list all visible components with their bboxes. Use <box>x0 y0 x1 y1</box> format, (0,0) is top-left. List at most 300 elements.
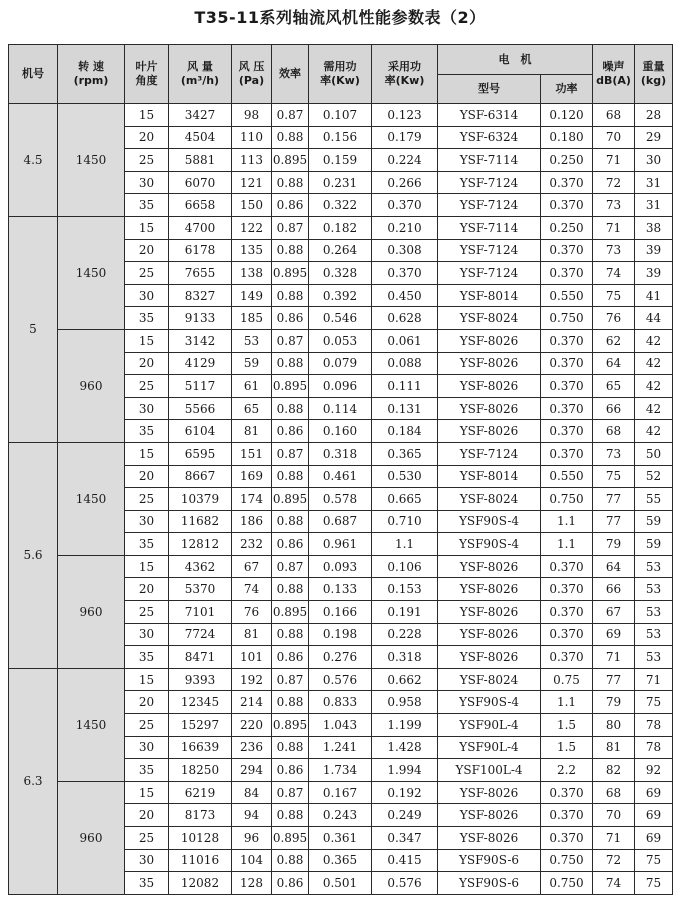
motor-power-cell: 0.370 <box>541 352 593 375</box>
weight-cell: 69 <box>635 804 673 827</box>
motor-model-cell: YSF-8014 <box>438 284 541 307</box>
motor-model-cell: YSF-7124 <box>438 262 541 285</box>
required-power-cell: 0.318 <box>309 442 372 465</box>
header-air-flow <box>169 45 232 104</box>
blade-angle-cell: 25 <box>125 488 169 511</box>
efficiency-cell: 0.86 <box>272 646 309 669</box>
blade-angle-cell: 15 <box>125 329 169 352</box>
motor-power-cell: 0.370 <box>541 420 593 443</box>
used-power-cell: 0.061 <box>372 329 438 352</box>
required-power-cell: 0.361 <box>309 827 372 850</box>
air-flow-cell: 12082 <box>169 872 232 895</box>
header-motor-power: 功率 <box>541 75 593 104</box>
noise-cell: 79 <box>593 691 635 714</box>
noise-cell: 71 <box>593 646 635 669</box>
used-power-cell: 0.576 <box>372 872 438 895</box>
speed-cell: 960 <box>58 781 125 894</box>
efficiency-cell: 0.88 <box>272 397 309 420</box>
machine-no-cell: 5.6 <box>9 442 58 668</box>
air-flow-cell: 18250 <box>169 759 232 782</box>
pressure-cell: 185 <box>232 307 272 330</box>
weight-cell: 31 <box>635 171 673 194</box>
air-flow-cell: 7655 <box>169 262 232 285</box>
used-power-cell: 0.530 <box>372 465 438 488</box>
required-power-cell: 0.833 <box>309 691 372 714</box>
weight-cell: 69 <box>635 827 673 850</box>
used-power-cell: 0.224 <box>372 149 438 172</box>
motor-power-cell: 0.250 <box>541 216 593 239</box>
motor-model-cell: YSF-7114 <box>438 149 541 172</box>
air-flow-cell: 12345 <box>169 691 232 714</box>
motor-model-cell: YSF-6324 <box>438 126 541 149</box>
motor-model-cell: YSF-7124 <box>438 239 541 262</box>
motor-power-cell: 1.5 <box>541 714 593 737</box>
used-power-cell: 0.191 <box>372 601 438 624</box>
efficiency-cell: 0.895 <box>272 827 309 850</box>
blade-angle-cell: 15 <box>125 442 169 465</box>
motor-model-cell: YSF90S-6 <box>438 872 541 895</box>
noise-cell: 70 <box>593 804 635 827</box>
efficiency-cell: 0.87 <box>272 329 309 352</box>
used-power-cell: 0.192 <box>372 781 438 804</box>
motor-model-cell: YSF100L-4 <box>438 759 541 782</box>
efficiency-cell: 0.88 <box>272 284 309 307</box>
used-power-cell: 1.994 <box>372 759 438 782</box>
weight-cell: 39 <box>635 262 673 285</box>
required-power-cell: 0.167 <box>309 781 372 804</box>
weight-cell: 39 <box>635 239 673 262</box>
air-flow-cell: 8667 <box>169 465 232 488</box>
required-power-cell: 1.734 <box>309 759 372 782</box>
blade-angle-cell: 20 <box>125 352 169 375</box>
header-flow-line2: (m³/h) <box>180 74 220 87</box>
motor-model-cell: YSF90L-4 <box>438 736 541 759</box>
blade-angle-cell: 35 <box>125 420 169 443</box>
motor-power-cell: 0.370 <box>541 804 593 827</box>
noise-cell: 73 <box>593 442 635 465</box>
motor-power-cell: 1.5 <box>541 736 593 759</box>
efficiency-cell: 0.88 <box>272 623 309 646</box>
weight-cell: 42 <box>635 420 673 443</box>
pressure-cell: 236 <box>232 736 272 759</box>
pressure-cell: 232 <box>232 533 272 556</box>
used-power-cell: 0.088 <box>372 352 438 375</box>
motor-model-cell: YSF90S-6 <box>438 849 541 872</box>
motor-power-cell: 0.370 <box>541 262 593 285</box>
efficiency-cell: 0.88 <box>272 736 309 759</box>
table-row <box>9 555 673 578</box>
pressure-cell: 94 <box>232 804 272 827</box>
motor-model-cell: YSF-8024 <box>438 488 541 511</box>
header-req-power-line2: 率(Kw) <box>320 74 360 87</box>
required-power-cell: 0.243 <box>309 804 372 827</box>
motor-power-cell: 1.1 <box>541 533 593 556</box>
blade-angle-cell: 20 <box>125 126 169 149</box>
motor-power-cell: 0.750 <box>541 488 593 511</box>
motor-power-cell: 1.1 <box>541 691 593 714</box>
air-flow-cell: 7101 <box>169 601 232 624</box>
table-row <box>9 781 673 804</box>
header-noise-line2: dB(A) <box>596 74 631 87</box>
motor-model-cell: YSF-7124 <box>438 171 541 194</box>
pressure-cell: 59 <box>232 352 272 375</box>
pressure-cell: 104 <box>232 849 272 872</box>
pressure-cell: 220 <box>232 714 272 737</box>
motor-model-cell: YSF90L-4 <box>438 714 541 737</box>
motor-model-cell: YSF-8026 <box>438 827 541 850</box>
blade-angle-cell: 30 <box>125 849 169 872</box>
air-flow-cell: 3427 <box>169 104 232 127</box>
machine-no-cell: 5 <box>9 216 58 442</box>
pressure-cell: 81 <box>232 623 272 646</box>
blade-angle-cell: 30 <box>125 623 169 646</box>
efficiency-cell: 0.87 <box>272 555 309 578</box>
blade-angle-cell: 20 <box>125 691 169 714</box>
page-title: T35-11系列轴流风机性能参数表（2） <box>194 8 486 27</box>
blade-angle-cell: 20 <box>125 804 169 827</box>
noise-cell: 82 <box>593 759 635 782</box>
blade-angle-cell: 25 <box>125 262 169 285</box>
pressure-cell: 121 <box>232 171 272 194</box>
air-flow-cell: 6219 <box>169 781 232 804</box>
weight-cell: 53 <box>635 601 673 624</box>
pressure-cell: 84 <box>232 781 272 804</box>
air-flow-cell: 5370 <box>169 578 232 601</box>
required-power-cell: 0.107 <box>309 104 372 127</box>
efficiency-cell: 0.87 <box>272 216 309 239</box>
air-flow-cell: 15297 <box>169 714 232 737</box>
noise-cell: 77 <box>593 510 635 533</box>
noise-cell: 79 <box>593 533 635 556</box>
used-power-cell: 0.665 <box>372 488 438 511</box>
required-power-cell: 0.159 <box>309 149 372 172</box>
weight-cell: 53 <box>635 623 673 646</box>
table-row <box>9 104 673 127</box>
pressure-cell: 61 <box>232 375 272 398</box>
pressure-cell: 67 <box>232 555 272 578</box>
noise-cell: 71 <box>593 149 635 172</box>
motor-model-cell: YSF-8026 <box>438 397 541 420</box>
required-power-cell: 0.578 <box>309 488 372 511</box>
motor-model-cell: YSF-8026 <box>438 375 541 398</box>
weight-cell: 59 <box>635 510 673 533</box>
motor-power-cell: 2.2 <box>541 759 593 782</box>
motor-model-cell: YSF-8026 <box>438 578 541 601</box>
noise-cell: 77 <box>593 488 635 511</box>
weight-cell: 75 <box>635 691 673 714</box>
pressure-cell: 53 <box>232 329 272 352</box>
efficiency-cell: 0.88 <box>272 691 309 714</box>
blade-angle-cell: 30 <box>125 397 169 420</box>
noise-cell: 75 <box>593 465 635 488</box>
efficiency-cell: 0.895 <box>272 488 309 511</box>
table-row <box>9 329 673 352</box>
used-power-cell: 0.662 <box>372 668 438 691</box>
motor-model-cell: YSF-8026 <box>438 646 541 669</box>
header-motor-model: 型号 <box>438 75 541 104</box>
required-power-cell: 0.328 <box>309 262 372 285</box>
machine-no-cell: 6.3 <box>9 668 58 894</box>
pressure-cell: 96 <box>232 827 272 850</box>
motor-power-cell: 0.250 <box>541 149 593 172</box>
efficiency-cell: 0.86 <box>272 759 309 782</box>
header-motor: 电 机 <box>438 45 593 75</box>
noise-cell: 64 <box>593 352 635 375</box>
pressure-cell: 294 <box>232 759 272 782</box>
weight-cell: 29 <box>635 126 673 149</box>
header-blade-line2: 角度 <box>135 74 158 87</box>
efficiency-cell: 0.88 <box>272 126 309 149</box>
required-power-cell: 0.276 <box>309 646 372 669</box>
efficiency-cell: 0.895 <box>272 149 309 172</box>
header-blade-angle <box>125 45 169 104</box>
noise-cell: 67 <box>593 601 635 624</box>
air-flow-cell: 12812 <box>169 533 232 556</box>
speed-cell: 1450 <box>58 442 125 555</box>
air-flow-cell: 10379 <box>169 488 232 511</box>
pressure-cell: 135 <box>232 239 272 262</box>
used-power-cell: 0.184 <box>372 420 438 443</box>
motor-model-cell: YSF90S-4 <box>438 691 541 714</box>
used-power-cell: 0.365 <box>372 442 438 465</box>
motor-model-cell: YSF-8026 <box>438 781 541 804</box>
motor-power-cell: 0.370 <box>541 375 593 398</box>
used-power-cell: 0.347 <box>372 827 438 850</box>
blade-angle-cell: 25 <box>125 601 169 624</box>
weight-cell: 30 <box>635 149 673 172</box>
noise-cell: 74 <box>593 872 635 895</box>
header-machine-no: 机号 <box>9 45 58 104</box>
noise-cell: 72 <box>593 849 635 872</box>
efficiency-cell: 0.87 <box>272 442 309 465</box>
blade-angle-cell: 35 <box>125 194 169 217</box>
weight-cell: 41 <box>635 284 673 307</box>
motor-power-cell: 0.370 <box>541 329 593 352</box>
air-flow-cell: 16639 <box>169 736 232 759</box>
air-flow-cell: 8173 <box>169 804 232 827</box>
motor-model-cell: YSF-8014 <box>438 465 541 488</box>
air-flow-cell: 11016 <box>169 849 232 872</box>
motor-model-cell: YSF-8026 <box>438 804 541 827</box>
blade-angle-cell: 15 <box>125 555 169 578</box>
efficiency-cell: 0.86 <box>272 307 309 330</box>
air-flow-cell: 11682 <box>169 510 232 533</box>
header-speed <box>58 45 125 104</box>
weight-cell: 42 <box>635 329 673 352</box>
blade-angle-cell: 30 <box>125 171 169 194</box>
header-speed-line2: (rpm) <box>73 74 109 87</box>
used-power-cell: 0.415 <box>372 849 438 872</box>
air-flow-cell: 5117 <box>169 375 232 398</box>
used-power-cell: 0.179 <box>372 126 438 149</box>
air-flow-cell: 6070 <box>169 171 232 194</box>
noise-cell: 72 <box>593 171 635 194</box>
required-power-cell: 0.461 <box>309 465 372 488</box>
used-power-cell: 0.266 <box>372 171 438 194</box>
blade-angle-cell: 25 <box>125 827 169 850</box>
air-flow-cell: 6658 <box>169 194 232 217</box>
air-flow-cell: 9393 <box>169 668 232 691</box>
blade-angle-cell: 15 <box>125 104 169 127</box>
efficiency-cell: 0.88 <box>272 849 309 872</box>
weight-cell: 53 <box>635 555 673 578</box>
header-pressure-line2: (Pa) <box>238 74 265 87</box>
noise-cell: 80 <box>593 714 635 737</box>
efficiency-cell: 0.88 <box>272 171 309 194</box>
required-power-cell: 0.231 <box>309 171 372 194</box>
blade-angle-cell: 35 <box>125 759 169 782</box>
air-flow-cell: 8471 <box>169 646 232 669</box>
blade-angle-cell: 20 <box>125 465 169 488</box>
motor-power-cell: 0.370 <box>541 194 593 217</box>
noise-cell: 71 <box>593 216 635 239</box>
required-power-cell: 0.114 <box>309 397 372 420</box>
motor-power-cell: 0.370 <box>541 781 593 804</box>
used-power-cell: 0.318 <box>372 646 438 669</box>
header-pressure <box>232 45 272 104</box>
motor-power-cell: 0.370 <box>541 397 593 420</box>
motor-power-cell: 0.370 <box>541 171 593 194</box>
required-power-cell: 0.392 <box>309 284 372 307</box>
required-power-cell: 0.961 <box>309 533 372 556</box>
motor-power-cell: 0.750 <box>541 849 593 872</box>
noise-cell: 73 <box>593 239 635 262</box>
required-power-cell: 0.546 <box>309 307 372 330</box>
required-power-cell: 0.365 <box>309 849 372 872</box>
pressure-cell: 128 <box>232 872 272 895</box>
pressure-cell: 186 <box>232 510 272 533</box>
used-power-cell: 0.111 <box>372 375 438 398</box>
weight-cell: 75 <box>635 872 673 895</box>
used-power-cell: 0.210 <box>372 216 438 239</box>
efficiency-cell: 0.86 <box>272 194 309 217</box>
table-row <box>9 216 673 239</box>
motor-power-cell: 0.120 <box>541 104 593 127</box>
weight-cell: 78 <box>635 736 673 759</box>
pressure-cell: 76 <box>232 601 272 624</box>
motor-model-cell: YSF-8026 <box>438 601 541 624</box>
motor-model-cell: YSF-8026 <box>438 420 541 443</box>
noise-cell: 73 <box>593 194 635 217</box>
pressure-cell: 113 <box>232 149 272 172</box>
blade-angle-cell: 35 <box>125 307 169 330</box>
header-used-power <box>372 45 438 104</box>
blade-angle-cell: 30 <box>125 510 169 533</box>
weight-cell: 78 <box>635 714 673 737</box>
air-flow-cell: 6104 <box>169 420 232 443</box>
motor-power-cell: 0.370 <box>541 442 593 465</box>
speed-cell: 960 <box>58 329 125 442</box>
pressure-cell: 192 <box>232 668 272 691</box>
blade-angle-cell: 20 <box>125 578 169 601</box>
required-power-cell: 0.264 <box>309 239 372 262</box>
pressure-cell: 174 <box>232 488 272 511</box>
noise-cell: 69 <box>593 623 635 646</box>
noise-cell: 65 <box>593 375 635 398</box>
noise-cell: 68 <box>593 420 635 443</box>
header-efficiency: 效率 <box>272 45 309 104</box>
header-flow-line1: 风 量 <box>187 60 213 73</box>
efficiency-cell: 0.88 <box>272 804 309 827</box>
header-used-power-line2: 率(Kw) <box>384 74 425 87</box>
efficiency-cell: 0.895 <box>272 714 309 737</box>
motor-model-cell: YSF-8026 <box>438 623 541 646</box>
header-pressure-line1: 风 压 <box>238 60 265 73</box>
used-power-cell: 0.123 <box>372 104 438 127</box>
efficiency-cell: 0.86 <box>272 533 309 556</box>
motor-model-cell: YSF-7124 <box>438 194 541 217</box>
required-power-cell: 0.156 <box>309 126 372 149</box>
weight-cell: 59 <box>635 533 673 556</box>
used-power-cell: 1.428 <box>372 736 438 759</box>
used-power-cell: 0.370 <box>372 262 438 285</box>
motor-power-cell: 0.370 <box>541 555 593 578</box>
motor-power-cell: 0.370 <box>541 827 593 850</box>
efficiency-cell: 0.88 <box>272 578 309 601</box>
motor-power-cell: 0.550 <box>541 465 593 488</box>
blade-angle-cell: 25 <box>125 714 169 737</box>
header-weight-line1: 重量 <box>642 60 665 73</box>
noise-cell: 81 <box>593 736 635 759</box>
weight-cell: 31 <box>635 194 673 217</box>
header-required-power <box>309 45 372 104</box>
motor-power-cell: 0.550 <box>541 284 593 307</box>
required-power-cell: 1.043 <box>309 714 372 737</box>
blade-angle-cell: 15 <box>125 216 169 239</box>
weight-cell: 50 <box>635 442 673 465</box>
pressure-cell: 98 <box>232 104 272 127</box>
motor-power-cell: 1.1 <box>541 510 593 533</box>
table-row <box>9 668 673 691</box>
air-flow-cell: 4504 <box>169 126 232 149</box>
weight-cell: 69 <box>635 781 673 804</box>
required-power-cell: 0.133 <box>309 578 372 601</box>
noise-cell: 66 <box>593 397 635 420</box>
required-power-cell: 1.241 <box>309 736 372 759</box>
used-power-cell: 0.308 <box>372 239 438 262</box>
noise-cell: 71 <box>593 827 635 850</box>
blade-angle-cell: 35 <box>125 533 169 556</box>
required-power-cell: 0.687 <box>309 510 372 533</box>
air-flow-cell: 9133 <box>169 307 232 330</box>
required-power-cell: 0.166 <box>309 601 372 624</box>
noise-cell: 74 <box>593 262 635 285</box>
header-blade-line1: 叶片 <box>135 60 158 73</box>
used-power-cell: 0.228 <box>372 623 438 646</box>
required-power-cell: 0.160 <box>309 420 372 443</box>
weight-cell: 53 <box>635 646 673 669</box>
used-power-cell: 0.370 <box>372 194 438 217</box>
required-power-cell: 0.576 <box>309 668 372 691</box>
air-flow-cell: 6178 <box>169 239 232 262</box>
efficiency-cell: 0.87 <box>272 781 309 804</box>
air-flow-cell: 7724 <box>169 623 232 646</box>
used-power-cell: 0.958 <box>372 691 438 714</box>
air-flow-cell: 4700 <box>169 216 232 239</box>
speed-cell: 1450 <box>58 216 125 329</box>
header-used-power-line1: 采用功 <box>388 60 421 73</box>
required-power-cell: 0.093 <box>309 555 372 578</box>
air-flow-cell: 8327 <box>169 284 232 307</box>
motor-power-cell: 0.75 <box>541 668 593 691</box>
noise-cell: 75 <box>593 284 635 307</box>
blade-angle-cell: 35 <box>125 646 169 669</box>
weight-cell: 42 <box>635 352 673 375</box>
used-power-cell: 0.628 <box>372 307 438 330</box>
header-weight-line2: (kg) <box>640 74 667 87</box>
motor-model-cell: YSF-7114 <box>438 216 541 239</box>
noise-cell: 76 <box>593 307 635 330</box>
